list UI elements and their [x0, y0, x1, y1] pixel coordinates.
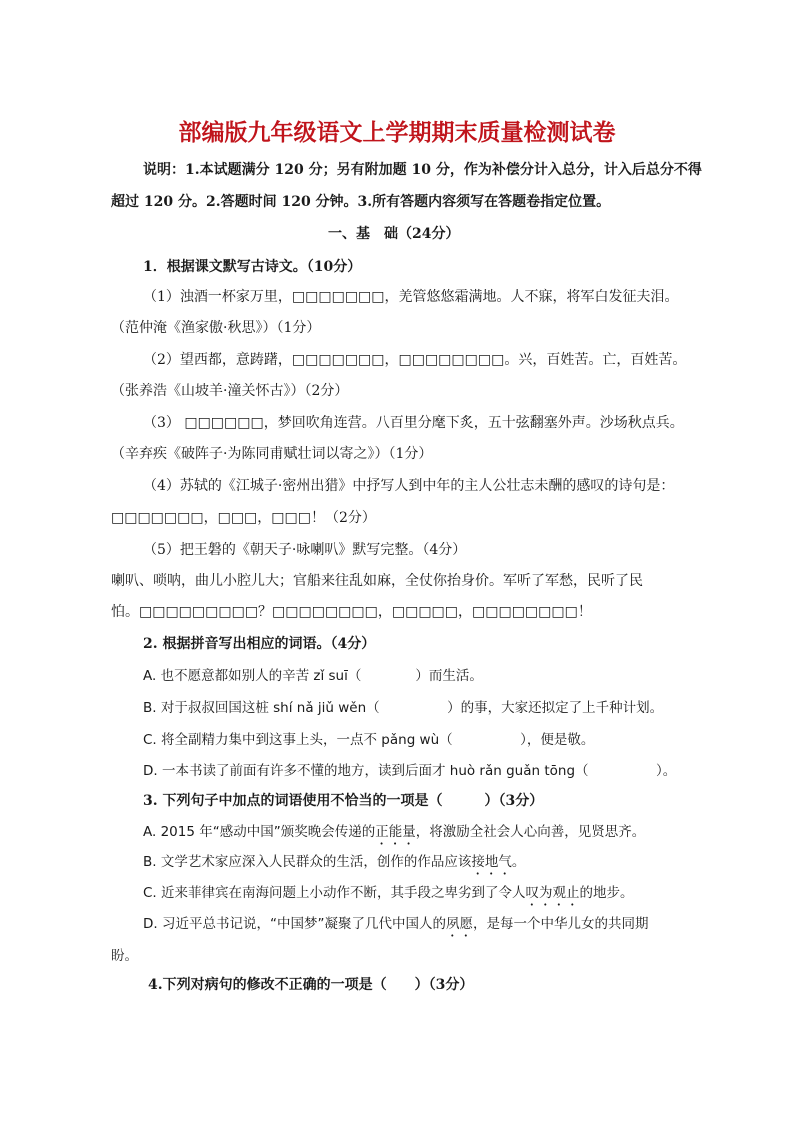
- q3-option-b: B. 文学艺术家应深入人民群众的生活，创作的作品应该接地气。: [143, 854, 526, 870]
- q3-option-a: A. 2015 年“感动中国”颁奖晚会传递的正能量，将激励全社会人心向善，见贤思齐。: [143, 824, 646, 840]
- q3-a-marked-word: 正能量: [375, 824, 416, 840]
- q2-option-c: C. 将全副精力集中到这事上头，一点不 pǎng wù（ ），便是敬。: [143, 732, 595, 748]
- q1-item-4-answer: □□□□□□□，□□□，□□□！（2分）: [111, 510, 376, 526]
- q4-heading: 4.下列对病句的修改不正确的一项是（ ）（3分）: [148, 977, 474, 993]
- q3-b-marked-word: 接地气: [471, 854, 512, 870]
- q1-item-1-source: （范仲淹《渔家傲·秋思》）（1分）: [111, 320, 321, 336]
- q3-option-d-cont: 盼。: [111, 948, 138, 964]
- q1-item-5-poem-2: 怕。□□□□□□□□□？□□□□□□□□，□□□□□，□□□□□□□□！: [111, 604, 592, 620]
- page-title: 部编版九年级语文上学期期末质量检测试卷: [178, 119, 616, 146]
- q2-heading: 2. 根据拼音写出相应的词语。（4分）: [143, 636, 376, 652]
- q1-item-1: （1）浊酒一杯家万里，□□□□□□□，羌管悠悠霜满地。人不寐，将军白发征夫泪。: [143, 289, 679, 305]
- q3-c-marked-word: 叹为观止: [525, 885, 580, 901]
- q1-item-2-source: （张养浩《山坡羊·潼关怀古》）（2分）: [111, 383, 349, 399]
- q2-option-b: B. 对于叔叔回国这桩 shí nǎ jiǔ wěn（ ）的事，大家还拟定了上千种计划。: [143, 700, 664, 716]
- q3-option-c: C. 近来菲律宾在南海问题上小动作不断，其手段之卑劣到了令人叹为观止的地步。: [143, 885, 634, 901]
- q1-item-5-poem-1: 喇叭、唢呐，曲儿小腔儿大；官船来往乱如麻，全仗你抬身价。军听了军愁，民听了民: [111, 573, 643, 589]
- q1-heading: 1．根据课文默写古诗文。（10分）: [143, 259, 362, 275]
- q1-item-2: （2）望西都，意踌躇，□□□□□□□，□□□□□□□□。兴，百姓苦。亡，百姓苦。: [143, 352, 687, 368]
- q3-heading: 3. 下列句子中加点的词语使用不恰当的一项是（ ）（3分）: [143, 793, 544, 809]
- q1-item-3-source: （辛弃疾《破阵子·为陈同甫赋壮词以寄之》）（1分）: [111, 446, 433, 462]
- q1-item-3: （3） □□□□□□，梦回吹角连营。八百里分麾下炙，五十弦翻塞外声。沙场秋点兵。: [143, 415, 684, 431]
- note-line-2: 超过 120 分。2.答题时间 120 分钟。3.所有答题内容须写在答题卷指定位置。: [111, 194, 611, 210]
- section-heading: 一、基 础（24分）: [328, 226, 460, 242]
- q1-item-4: （4）苏轼的《江城子·密州出猎》中抒写人到中年的主人公壮志未酬的感叹的诗句是：: [143, 478, 675, 494]
- q1-item-5: （5）把王磐的《朝天子·咏喇叭》默写完整。（4分）: [143, 542, 467, 558]
- q3-d-marked-word: 夙愿: [445, 916, 473, 932]
- q2-option-a: A. 也不愿意都如别人的辛苦 zǐ suī（ ）而生活。: [143, 668, 483, 684]
- q3-option-d: D. 习近平总书记说，“中国梦”凝聚了几代中国人的夙愿，是每一个中华儿女的共同期: [143, 916, 649, 932]
- q2-option-d: D. 一本书读了前面有许多不懂的地方，读到后面才 huò rǎn guǎn tōng（ ）。: [143, 763, 677, 779]
- note-line-1: 说明：1.本试题满分 120 分；另有附加题 10 分，作为补偿分计入总分，计入后总分不得: [143, 162, 702, 178]
